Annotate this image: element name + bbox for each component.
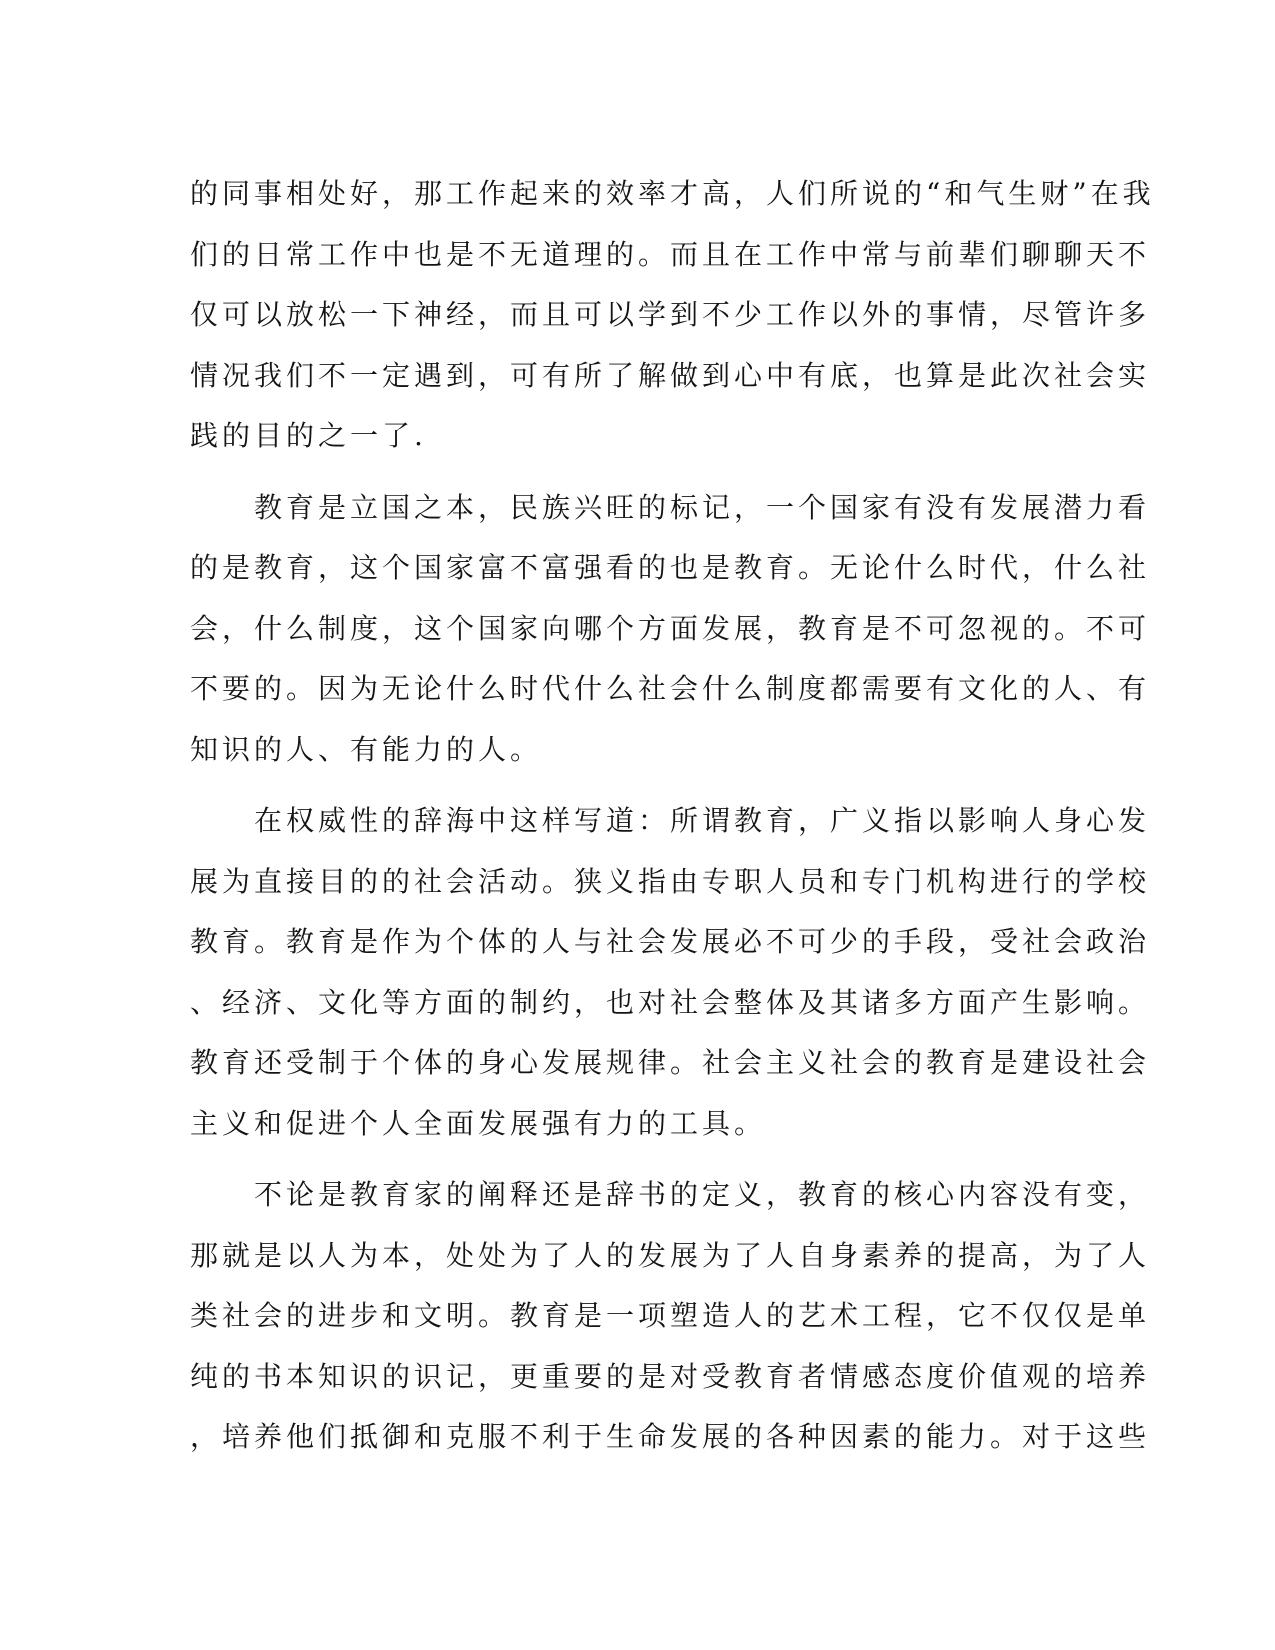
text-line: 主义和促进个人全面发展强有力的工具。: [190, 1106, 767, 1140]
text-line: 教育还受制于个体的身心发展规律。社会主义社会的教育是建设社会: [190, 1046, 1151, 1079]
text-line: 教育。教育是作为个体的人与社会发展必不可少的手段，受社会政治: [190, 925, 1151, 958]
paragraph: [190, 1165, 1151, 1468]
paragraph-spacer: [190, 1154, 1090, 1165]
text-line: ，培养他们抵御和克服不利于生命发展的各种因素的能力。对于这些: [190, 1420, 1151, 1453]
text-line: 展为直接目的的社会活动。狭义指由专职人员和专门机构进行的学校: [190, 864, 1151, 898]
text-line: 纯的书本知识的识记，更重要的是对受教育者情感态度价值观的培养: [190, 1359, 1151, 1393]
text-line: 不论是教育家的阐释还是辞书的定义，教育的核心内容没有变，: [190, 1178, 1151, 1211]
paragraph-spacer: [190, 780, 1090, 791]
text-line: 在权威性的辞海中这样写道：所谓教育，广义指以影响人身心发: [190, 804, 1151, 837]
text-line: 教育是立国之本，民族兴旺的标记，一个国家有没有发展潜力看: [190, 490, 1151, 524]
text-line: 情况我们不一定遇到，可有所了解做到心中有底，也算是此次社会实: [190, 358, 1151, 392]
text-line: 类社会的进步和文明。教育是一项塑造人的艺术工程，它不仅仅是单: [190, 1299, 1151, 1332]
paragraph-spacer: [190, 467, 1090, 478]
paragraph: [190, 164, 1155, 467]
paragraph: [190, 478, 1151, 781]
text-line: 的同事相处好，那工作起来的效率才高，人们所说的“和气生财”在我: [190, 177, 1155, 210]
text-line: 仅可以放松一下神经，而且可以学到不少工作以外的事情，尽管许多: [190, 298, 1151, 331]
paragraph: [190, 791, 1151, 1154]
text-line: 践的目的之一了.: [190, 419, 427, 452]
document-body: [190, 164, 1155, 1468]
text-line: 那就是以人为本，处处为了人的发展为了人自身素养的提高，为了人: [190, 1238, 1151, 1272]
text-line: 会，什么制度，这个国家向哪个方面发展，教育是不可忽视的。不可: [190, 611, 1151, 645]
text-line: 、经济、文化等方面的制约，也对社会整体及其诸多方面产生影响。: [190, 985, 1151, 1019]
text-line: 知识的人、有能力的人。: [190, 732, 543, 766]
text-line: 们的日常工作中也是不无道理的。而且在工作中常与前辈们聊聊天不: [190, 237, 1151, 271]
text-line: 的是教育，这个国家富不富强看的也是教育。无论什么时代，什么社: [190, 551, 1151, 584]
text-line: 不要的。因为无论什么时代什么社会什么制度都需要有文化的人、有: [190, 672, 1151, 705]
